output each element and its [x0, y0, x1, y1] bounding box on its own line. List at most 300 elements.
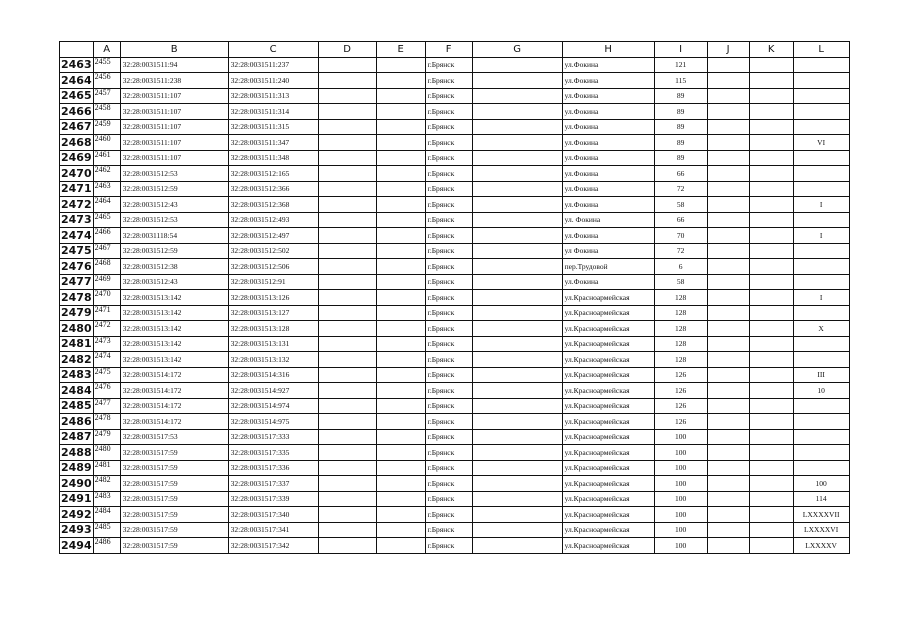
cell-d[interactable]	[318, 352, 376, 368]
cell-d[interactable]	[318, 150, 376, 166]
cell-k[interactable]	[749, 259, 793, 275]
cell-d[interactable]	[318, 104, 376, 120]
cell-c[interactable]: 32:28:0031511:313	[228, 88, 318, 104]
cell-b[interactable]: 32:28:0031511:94	[120, 57, 228, 73]
cell-j[interactable]	[707, 491, 749, 507]
cell-c[interactable]: 32:28:0031514:927	[228, 383, 318, 399]
cell-l[interactable]	[793, 73, 849, 89]
cell-a[interactable]: 2482	[93, 476, 120, 492]
cell-l[interactable]	[793, 243, 849, 259]
cell-g[interactable]	[472, 538, 562, 554]
cell-f[interactable]: г.Брянск	[425, 445, 472, 461]
cell-h[interactable]: ул Фокина	[562, 243, 654, 259]
cell-c[interactable]: 32:28:0031511:240	[228, 73, 318, 89]
cell-b[interactable]: 32:28:0031514:172	[120, 414, 228, 430]
cell-c[interactable]: 32:28:0031511:315	[228, 119, 318, 135]
cell-d[interactable]	[318, 429, 376, 445]
cell-b[interactable]: 32:28:0031512:59	[120, 243, 228, 259]
cell-b[interactable]: 32:28:0031517:59	[120, 476, 228, 492]
cell-k[interactable]	[749, 460, 793, 476]
cell-i[interactable]: 128	[654, 336, 707, 352]
cell-g[interactable]	[472, 352, 562, 368]
cell-a[interactable]: 2460	[93, 135, 120, 151]
cell-j[interactable]	[707, 383, 749, 399]
cell-j[interactable]	[707, 414, 749, 430]
cell-j[interactable]	[707, 88, 749, 104]
cell-l[interactable]	[793, 88, 849, 104]
cell-k[interactable]	[749, 522, 793, 538]
cell-h[interactable]: ул. Фокина	[562, 212, 654, 228]
row-number[interactable]: 2478	[61, 290, 92, 304]
cell-f[interactable]: г.Брянск	[425, 119, 472, 135]
cell-i[interactable]: 89	[654, 88, 707, 104]
cell-h[interactable]: ул.Фокина	[562, 104, 654, 120]
cell-d[interactable]	[318, 414, 376, 430]
cell-j[interactable]	[707, 290, 749, 306]
row-number[interactable]: 2481	[61, 337, 92, 351]
cell-k[interactable]	[749, 181, 793, 197]
cell-a[interactable]: 2462	[93, 166, 120, 182]
cell-f[interactable]: г.Брянск	[425, 274, 472, 290]
cell-f[interactable]: г.Брянск	[425, 460, 472, 476]
cell-l[interactable]: LXXXXVII	[793, 507, 849, 523]
cell-a[interactable]: 2456	[93, 73, 120, 89]
cell-c[interactable]: 32:28:0031517:333	[228, 429, 318, 445]
cell-l[interactable]	[793, 166, 849, 182]
cell-i[interactable]: 100	[654, 522, 707, 538]
cell-h[interactable]: ул.Красноармейская	[562, 429, 654, 445]
cell-i[interactable]: 128	[654, 290, 707, 306]
cell-a[interactable]: 2475	[93, 367, 120, 383]
cell-k[interactable]	[749, 150, 793, 166]
cell-b[interactable]: 32:28:0031513:142	[120, 352, 228, 368]
cell-l[interactable]	[793, 460, 849, 476]
cell-i[interactable]: 126	[654, 367, 707, 383]
cell-l[interactable]	[793, 352, 849, 368]
cell-f[interactable]: г.Брянск	[425, 476, 472, 492]
cell-i[interactable]: 89	[654, 135, 707, 151]
cell-k[interactable]	[749, 445, 793, 461]
cell-a[interactable]: 2465	[93, 212, 120, 228]
cell-d[interactable]	[318, 212, 376, 228]
cell-e[interactable]	[376, 73, 425, 89]
cell-j[interactable]	[707, 522, 749, 538]
cell-j[interactable]	[707, 243, 749, 259]
cell-d[interactable]	[318, 383, 376, 399]
cell-f[interactable]: г.Брянск	[425, 429, 472, 445]
cell-a[interactable]: 2471	[93, 305, 120, 321]
cell-a[interactable]: 2472	[93, 321, 120, 337]
cell-c[interactable]: 32:28:0031514:974	[228, 398, 318, 414]
cell-h[interactable]: ул.Фокина	[562, 135, 654, 151]
cell-g[interactable]	[472, 460, 562, 476]
row-number[interactable]: 2471	[61, 182, 92, 196]
column-header-b[interactable]: B	[120, 42, 228, 58]
cell-l[interactable]	[793, 119, 849, 135]
cell-f[interactable]: г.Брянск	[425, 398, 472, 414]
cell-j[interactable]	[707, 150, 749, 166]
cell-k[interactable]	[749, 367, 793, 383]
cell-k[interactable]	[749, 476, 793, 492]
cell-k[interactable]	[749, 119, 793, 135]
cell-d[interactable]	[318, 507, 376, 523]
cell-f[interactable]: г.Брянск	[425, 150, 472, 166]
cell-k[interactable]	[749, 212, 793, 228]
cell-c[interactable]: 32:28:0031514:975	[228, 414, 318, 430]
cell-a[interactable]: 2480	[93, 445, 120, 461]
cell-f[interactable]: г.Брянск	[425, 259, 472, 275]
cell-e[interactable]	[376, 429, 425, 445]
cell-b[interactable]: 32:28:0031513:142	[120, 290, 228, 306]
cell-e[interactable]	[376, 274, 425, 290]
cell-j[interactable]	[707, 476, 749, 492]
cell-h[interactable]: ул.Красноармейская	[562, 305, 654, 321]
cell-b[interactable]: 32:28:0031517:59	[120, 445, 228, 461]
column-header-a[interactable]: A	[93, 42, 120, 58]
cell-j[interactable]	[707, 321, 749, 337]
cell-j[interactable]	[707, 119, 749, 135]
cell-l[interactable]	[793, 181, 849, 197]
cell-k[interactable]	[749, 321, 793, 337]
cell-h[interactable]: ул.Красноармейская	[562, 321, 654, 337]
cell-d[interactable]	[318, 259, 376, 275]
cell-l[interactable]: I	[793, 197, 849, 213]
cell-f[interactable]: г.Брянск	[425, 181, 472, 197]
cell-c[interactable]: 32:28:0031514:316	[228, 367, 318, 383]
cell-i[interactable]: 89	[654, 119, 707, 135]
cell-i[interactable]: 126	[654, 383, 707, 399]
cell-e[interactable]	[376, 243, 425, 259]
cell-h[interactable]: ул.Красноармейская	[562, 491, 654, 507]
cell-g[interactable]	[472, 522, 562, 538]
cell-j[interactable]	[707, 259, 749, 275]
cell-b[interactable]: 32:28:0031512:43	[120, 274, 228, 290]
cell-c[interactable]: 32:28:0031511:314	[228, 104, 318, 120]
row-number[interactable]: 2491	[61, 492, 92, 506]
cell-g[interactable]	[472, 445, 562, 461]
cell-a[interactable]: 2477	[93, 398, 120, 414]
cell-b[interactable]: 32:28:0031513:142	[120, 336, 228, 352]
cell-e[interactable]	[376, 491, 425, 507]
row-number[interactable]: 2488	[61, 445, 92, 459]
cell-l[interactable]: LXXXXVI	[793, 522, 849, 538]
cell-f[interactable]: г.Брянск	[425, 166, 472, 182]
cell-e[interactable]	[376, 290, 425, 306]
cell-k[interactable]	[749, 491, 793, 507]
row-number[interactable]: 2468	[61, 135, 92, 149]
cell-i[interactable]: 58	[654, 274, 707, 290]
cell-i[interactable]: 72	[654, 181, 707, 197]
cell-a[interactable]: 2473	[93, 336, 120, 352]
cell-l[interactable]: VI	[793, 135, 849, 151]
cell-l[interactable]	[793, 212, 849, 228]
cell-e[interactable]	[376, 135, 425, 151]
row-number[interactable]: 2475	[61, 244, 92, 258]
cell-a[interactable]: 2459	[93, 119, 120, 135]
cell-b[interactable]: 32:28:0031512:53	[120, 166, 228, 182]
cell-b[interactable]: 32:28:0031511:107	[120, 104, 228, 120]
cell-d[interactable]	[318, 538, 376, 554]
cell-k[interactable]	[749, 429, 793, 445]
cell-l[interactable]: LXXXXV	[793, 538, 849, 554]
cell-g[interactable]	[472, 290, 562, 306]
cell-b[interactable]: 32:28:0031517:53	[120, 429, 228, 445]
cell-h[interactable]: ул.Фокина	[562, 228, 654, 244]
cell-k[interactable]	[749, 414, 793, 430]
cell-k[interactable]	[749, 352, 793, 368]
cell-c[interactable]: 32:28:0031517:340	[228, 507, 318, 523]
cell-j[interactable]	[707, 228, 749, 244]
cell-c[interactable]: 32:28:0031517:339	[228, 491, 318, 507]
column-header-k[interactable]: K	[749, 42, 793, 58]
row-number[interactable]: 2472	[61, 197, 92, 211]
cell-b[interactable]: 32:28:0031514:172	[120, 367, 228, 383]
cell-j[interactable]	[707, 166, 749, 182]
cell-k[interactable]	[749, 305, 793, 321]
cell-d[interactable]	[318, 274, 376, 290]
cell-d[interactable]	[318, 398, 376, 414]
cell-g[interactable]	[472, 305, 562, 321]
cell-d[interactable]	[318, 119, 376, 135]
cell-c[interactable]: 32:28:0031511:348	[228, 150, 318, 166]
cell-i[interactable]: 100	[654, 445, 707, 461]
cell-f[interactable]: г.Брянск	[425, 336, 472, 352]
cell-f[interactable]: г.Брянск	[425, 414, 472, 430]
cell-c[interactable]: 32:28:0031512:497	[228, 228, 318, 244]
column-header-d[interactable]: D	[318, 42, 376, 58]
row-number[interactable]: 2489	[61, 461, 92, 475]
cell-g[interactable]	[472, 104, 562, 120]
cell-h[interactable]: ул.Красноармейская	[562, 414, 654, 430]
cell-d[interactable]	[318, 228, 376, 244]
cell-d[interactable]	[318, 336, 376, 352]
cell-g[interactable]	[472, 243, 562, 259]
row-number[interactable]: 2477	[61, 275, 92, 289]
cell-h[interactable]: ул.Фокина	[562, 88, 654, 104]
cell-b[interactable]: 32:28:0031517:59	[120, 507, 228, 523]
cell-l[interactable]	[793, 429, 849, 445]
row-number[interactable]: 2490	[61, 476, 92, 490]
cell-d[interactable]	[318, 367, 376, 383]
cell-b[interactable]: 32:28:0031517:59	[120, 491, 228, 507]
cell-h[interactable]: ул.Фокина	[562, 73, 654, 89]
cell-g[interactable]	[472, 259, 562, 275]
cell-l[interactable]: 10	[793, 383, 849, 399]
cell-f[interactable]: г.Брянск	[425, 290, 472, 306]
row-number[interactable]: 2486	[61, 414, 92, 428]
cell-b[interactable]: 32:28:0031512:38	[120, 259, 228, 275]
cell-c[interactable]: 32:28:0031513:128	[228, 321, 318, 337]
cell-e[interactable]	[376, 476, 425, 492]
cell-b[interactable]: 32:28:0031512:59	[120, 181, 228, 197]
cell-h[interactable]: ул.Красноармейская	[562, 367, 654, 383]
row-number[interactable]: 2466	[61, 104, 92, 118]
cell-g[interactable]	[472, 414, 562, 430]
cell-a[interactable]: 2467	[93, 243, 120, 259]
cell-l[interactable]	[793, 57, 849, 73]
cell-k[interactable]	[749, 228, 793, 244]
cell-c[interactable]: 32:28:0031512:91	[228, 274, 318, 290]
cell-g[interactable]	[472, 398, 562, 414]
cell-l[interactable]	[793, 336, 849, 352]
cell-b[interactable]: 32:28:0031517:59	[120, 538, 228, 554]
cell-j[interactable]	[707, 352, 749, 368]
column-header-h[interactable]: H	[562, 42, 654, 58]
cell-l[interactable]	[793, 274, 849, 290]
cell-c[interactable]: 32:28:0031512:368	[228, 197, 318, 213]
cell-d[interactable]	[318, 166, 376, 182]
cell-e[interactable]	[376, 398, 425, 414]
row-number[interactable]: 2473	[61, 213, 92, 227]
cell-j[interactable]	[707, 398, 749, 414]
cell-g[interactable]	[472, 228, 562, 244]
cell-l[interactable]	[793, 104, 849, 120]
cell-e[interactable]	[376, 336, 425, 352]
cell-k[interactable]	[749, 538, 793, 554]
cell-a[interactable]: 2478	[93, 414, 120, 430]
column-header-c[interactable]: C	[228, 42, 318, 58]
cell-d[interactable]	[318, 460, 376, 476]
cell-e[interactable]	[376, 367, 425, 383]
cell-a[interactable]: 2457	[93, 88, 120, 104]
cell-a[interactable]: 2481	[93, 460, 120, 476]
cell-i[interactable]: 115	[654, 73, 707, 89]
cell-e[interactable]	[376, 212, 425, 228]
cell-f[interactable]: г.Брянск	[425, 243, 472, 259]
column-header-j[interactable]: J	[707, 42, 749, 58]
cell-g[interactable]	[472, 150, 562, 166]
cell-g[interactable]	[472, 197, 562, 213]
column-header-f[interactable]: F	[425, 42, 472, 58]
cell-b[interactable]: 32:28:0031511:107	[120, 150, 228, 166]
cell-a[interactable]: 2461	[93, 150, 120, 166]
cell-h[interactable]: ул.Фокина	[562, 150, 654, 166]
cell-i[interactable]: 100	[654, 507, 707, 523]
cell-h[interactable]: ул.Красноармейская	[562, 507, 654, 523]
cell-d[interactable]	[318, 197, 376, 213]
cell-e[interactable]	[376, 150, 425, 166]
cell-g[interactable]	[472, 119, 562, 135]
cell-b[interactable]: 32:28:0031511:238	[120, 73, 228, 89]
cell-a[interactable]: 2469	[93, 274, 120, 290]
cell-l[interactable]: I	[793, 290, 849, 306]
cell-c[interactable]: 32:28:0031512:366	[228, 181, 318, 197]
cell-b[interactable]: 32:28:0031513:142	[120, 305, 228, 321]
cell-d[interactable]	[318, 305, 376, 321]
row-number[interactable]: 2485	[61, 399, 92, 413]
cell-l[interactable]: 114	[793, 491, 849, 507]
cell-l[interactable]: III	[793, 367, 849, 383]
cell-a[interactable]: 2483	[93, 491, 120, 507]
row-number[interactable]: 2465	[61, 89, 92, 103]
cell-h[interactable]: ул.Фокина	[562, 166, 654, 182]
cell-g[interactable]	[472, 57, 562, 73]
cell-e[interactable]	[376, 166, 425, 182]
cell-j[interactable]	[707, 460, 749, 476]
cell-k[interactable]	[749, 104, 793, 120]
cell-j[interactable]	[707, 212, 749, 228]
cell-j[interactable]	[707, 135, 749, 151]
cell-g[interactable]	[472, 166, 562, 182]
row-number[interactable]: 2483	[61, 368, 92, 382]
row-number[interactable]: 2470	[61, 166, 92, 180]
row-number[interactable]: 2463	[61, 58, 92, 72]
cell-g[interactable]	[472, 73, 562, 89]
cell-j[interactable]	[707, 367, 749, 383]
cell-e[interactable]	[376, 119, 425, 135]
cell-k[interactable]	[749, 290, 793, 306]
cell-e[interactable]	[376, 445, 425, 461]
cell-i[interactable]: 128	[654, 305, 707, 321]
cell-a[interactable]: 2479	[93, 429, 120, 445]
cell-f[interactable]: г.Брянск	[425, 305, 472, 321]
column-header-i[interactable]: I	[654, 42, 707, 58]
cell-g[interactable]	[472, 88, 562, 104]
cell-a[interactable]: 2455	[93, 57, 120, 73]
cell-e[interactable]	[376, 321, 425, 337]
cell-e[interactable]	[376, 228, 425, 244]
cell-j[interactable]	[707, 429, 749, 445]
column-header-g[interactable]: G	[472, 42, 562, 58]
row-number[interactable]: 2492	[61, 507, 92, 521]
cell-f[interactable]: г.Брянск	[425, 57, 472, 73]
cell-h[interactable]: ул.Красноармейская	[562, 336, 654, 352]
cell-c[interactable]: 32:28:0031517:336	[228, 460, 318, 476]
cell-h[interactable]: ул.Красноармейская	[562, 460, 654, 476]
cell-h[interactable]: ул.Красноармейская	[562, 290, 654, 306]
cell-j[interactable]	[707, 104, 749, 120]
cell-j[interactable]	[707, 336, 749, 352]
cell-l[interactable]	[793, 150, 849, 166]
cell-d[interactable]	[318, 243, 376, 259]
cell-e[interactable]	[376, 57, 425, 73]
cell-d[interactable]	[318, 135, 376, 151]
cell-i[interactable]: 89	[654, 104, 707, 120]
cell-i[interactable]: 128	[654, 352, 707, 368]
cell-h[interactable]: ул.Фокина	[562, 274, 654, 290]
cell-f[interactable]: г.Брянск	[425, 538, 472, 554]
cell-d[interactable]	[318, 321, 376, 337]
cell-i[interactable]: 100	[654, 538, 707, 554]
cell-h[interactable]: ул.Фокина	[562, 119, 654, 135]
cell-f[interactable]: г.Брянск	[425, 522, 472, 538]
cell-l[interactable]: I	[793, 228, 849, 244]
cell-a[interactable]: 2466	[93, 228, 120, 244]
cell-b[interactable]: 32:28:0031514:172	[120, 398, 228, 414]
cell-l[interactable]	[793, 414, 849, 430]
cell-e[interactable]	[376, 104, 425, 120]
cell-i[interactable]: 58	[654, 197, 707, 213]
cell-a[interactable]: 2468	[93, 259, 120, 275]
cell-b[interactable]: 32:28:0031512:43	[120, 197, 228, 213]
cell-h[interactable]: ул.Красноармейская	[562, 352, 654, 368]
cell-h[interactable]: ул.Фокина	[562, 57, 654, 73]
cell-i[interactable]: 66	[654, 212, 707, 228]
column-header-l[interactable]: L	[793, 42, 849, 58]
cell-f[interactable]: г.Брянск	[425, 88, 472, 104]
cell-l[interactable]	[793, 445, 849, 461]
cell-l[interactable]	[793, 259, 849, 275]
cell-g[interactable]	[472, 507, 562, 523]
cell-e[interactable]	[376, 88, 425, 104]
cell-d[interactable]	[318, 73, 376, 89]
cell-j[interactable]	[707, 305, 749, 321]
cell-d[interactable]	[318, 181, 376, 197]
cell-b[interactable]: 32:28:0031513:142	[120, 321, 228, 337]
cell-f[interactable]: г.Брянск	[425, 104, 472, 120]
cell-i[interactable]: 72	[654, 243, 707, 259]
cell-b[interactable]: 32:28:0031514:172	[120, 383, 228, 399]
